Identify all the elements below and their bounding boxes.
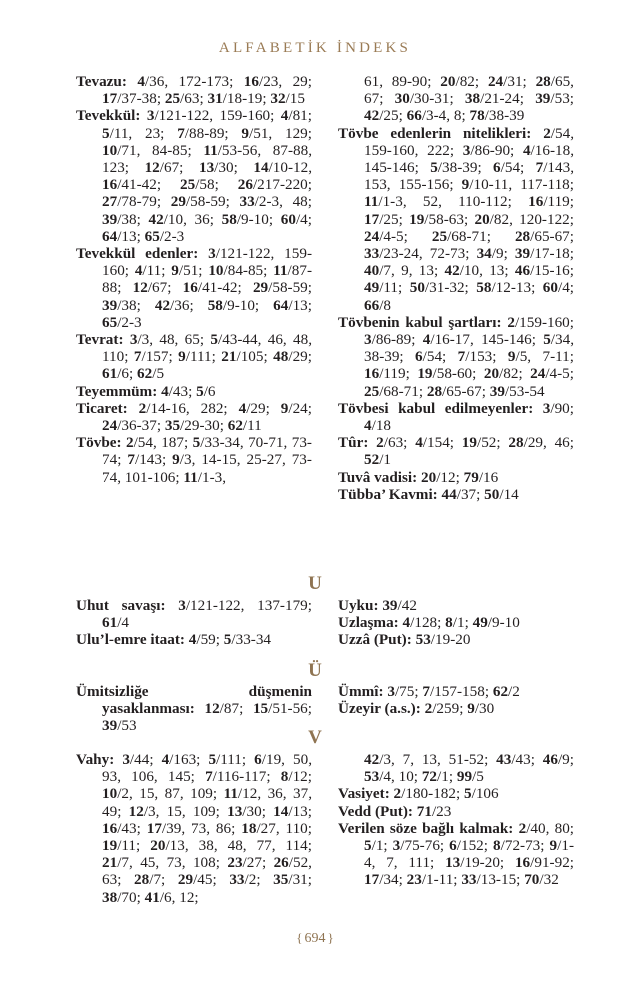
entry-heading: Vedd (Put):: [338, 802, 413, 820]
index-entry: [338, 125, 574, 314]
entry-heading: Ümmî:: [338, 683, 384, 700]
entry-references: 2/63; 4/154; 19/52; 28/29, 46; 52/1: [364, 434, 574, 469]
index-entry: [338, 597, 574, 614]
entry-heading: Tübba’ Kavmi:: [338, 485, 438, 503]
index-entry: [338, 314, 574, 400]
index-entry: [76, 383, 312, 400]
index-entry: [338, 434, 574, 468]
entry-references: 42/3, 7, 13, 51-52; 43/43; 46/9; 53/4, 10; 72/1; 99/5: [364, 751, 574, 786]
right-ornament-icon: }: [327, 930, 334, 945]
running-header: ALFABETİK İNDEKS: [218, 40, 412, 56]
entry-heading: Tevazu:: [76, 73, 127, 90]
entry-heading: Teyemmüm:: [76, 382, 158, 400]
entry-references: 3/121-122, 159-160; 4/11; 9/51; 10/84-85; 11/87-88; 12/67; 16/41-42; 29/58-59; 39/38; 42/36; 58/9-10; 64/13; 65/2-3: [102, 245, 312, 331]
index-entry: [338, 614, 574, 631]
entry-references: 4/36, 172-173; 16/23, 29; 17/37-38; 25/63; 31/18-19; 32/15: [102, 73, 312, 108]
index-entry: [76, 245, 312, 331]
entry-heading: Ulu’l-emre itaat:: [76, 631, 185, 649]
index-entry: [76, 434, 312, 486]
entry-heading: Tevekkül:: [76, 107, 141, 125]
entry-references: 20/12; 79/16: [421, 468, 499, 486]
index-entry: [76, 331, 312, 383]
entry-references: 2/40, 80; 5/1; 3/75-76; 6/152; 8/72-73; 9/1-4, 7, 111; 13/19-20; 16/91-92; 17/34; 23/1-11; 33/13-15; 70/32: [364, 819, 575, 889]
right-column: [338, 597, 574, 649]
left-column: [76, 73, 312, 503]
right-column: [338, 751, 574, 906]
index-entry: [338, 751, 574, 785]
entry-references: 3/44; 4/163; 5/111; 6/19, 50, 93, 106, 145; 7/116-117; 8/12; 10/2, 15, 87, 109; 11/12, 36, 37, 49; 12/3, 15, 109; 13/30; 14/13; 16/43; 17/39, 73, 86; 18/27, 110; 19/11; 20/13, 38, 48, 77, 114; 21/7, 45, 73, 108; 23/27; 26/52, 63; 28/7; 29/45; 33/2; 35/31; 38/70; 41/6, 12;: [102, 751, 312, 906]
index-entry: [76, 73, 312, 107]
index-entry: [76, 107, 312, 245]
entry-heading: Uzzâ (Put):: [338, 631, 412, 649]
entry-heading: Tevrat:: [76, 331, 124, 349]
entry-heading: Tuvâ vadisi:: [338, 468, 418, 486]
entry-references: 3/121-122, 159-160; 4/81; 5/11, 23; 7/88-89; 9/51, 129; 10/71, 84-85; 11/53-56, 87-88, 123; 12/67; 13/30; 14/10-12, 16/41-42; 25/58; 26/217-220; 27/78-79; 29/58-59; 33/2-3, 48; 39/38; 42/10, 36; 58/9-10; 60/4; 64/13; 65/2-3: [102, 107, 313, 245]
section-t: [76, 73, 574, 503]
left-column: [76, 683, 312, 735]
index-entry: [338, 785, 574, 802]
left-ornament-icon: {: [296, 930, 303, 945]
entry-heading: Tövbe edenlerin nitelikleri:: [338, 124, 532, 142]
index-entry: [338, 400, 574, 434]
entry-references: 3/75; 7/157-158; 62/2: [387, 683, 520, 700]
right-column: [338, 683, 574, 735]
section-v: [76, 751, 574, 906]
entry-heading: Tövbenin kabul şartları:: [338, 313, 502, 331]
page-number-value: 694: [304, 931, 326, 946]
right-column: [338, 73, 574, 503]
entry-heading: Tevekkül edenler:: [76, 245, 199, 263]
letter-heading-u-umlaut: Ü: [308, 660, 322, 681]
entry-references: 2/54, 159-160, 222; 3/86-90; 4/16-18, 145-146; 5/38-39; 6/54; 7/143, 153, 155-156; 9/10-11, 117-118; 11/1-3, 52, 110-112; 16/119; 17/25; 19/58-63; 20/82, 120-122; 24/4-5; 25/68-71; 28/65-67; 33/23-24, 72-73; 34/9; 39/17-18; 40/7, 9, 13; 42/10, 13; 46/15-16; 49/11; 50/31-32; 58/12-13; 60/4; 66/8: [364, 124, 575, 314]
section-u: [76, 597, 574, 649]
letter-heading-u: U: [308, 573, 322, 594]
letter-heading-v: V: [308, 727, 322, 748]
entry-references: 2/14-16, 282; 4/29; 9/24; 24/36-37; 35/29-30; 62/11: [102, 399, 312, 435]
index-entry: [338, 73, 574, 125]
entry-heading: Tûr:: [338, 434, 369, 452]
entry-references: 2/159-160; 3/86-89; 4/16-17, 145-146; 5/34, 38-39; 6/54; 7/153; 9/5, 7-11; 16/119; 19/58-60; 20/82; 24/4-5; 25/68-71; 28/65-67; 39/53-54: [364, 313, 574, 400]
entry-heading: Vahy:: [76, 751, 115, 768]
left-column: [76, 597, 312, 649]
index-entry: [338, 820, 574, 889]
index-entry: [338, 486, 574, 503]
entry-heading: Üzeyir (a.s.):: [338, 700, 421, 718]
entry-references: 61, 89-90; 20/82; 24/31; 28/65, 67; 30/30-31; 38/21-24; 39/53; 42/25; 66/3-4, 8; 78/38-39: [364, 73, 575, 125]
entry-heading: Uzlaşma:: [338, 614, 399, 632]
left-column: [76, 751, 312, 906]
index-entry: [338, 803, 574, 820]
entry-references: 2/259; 9/30: [424, 700, 495, 718]
entry-heading: Uhut savaşı:: [76, 597, 166, 614]
entry-heading: Ümitsizliğe düşmenin yasaklanması:: [76, 683, 312, 718]
entry-heading: Ticaret:: [76, 399, 128, 417]
index-entry: [338, 469, 574, 486]
entry-references: 4/59; 5/33-34: [188, 631, 272, 649]
index-entry: [76, 597, 312, 631]
entry-references: 39/42: [382, 597, 417, 614]
entry-references: 53/19-20: [415, 631, 471, 649]
index-entry: [338, 683, 574, 700]
section-u-umlaut: [76, 683, 574, 735]
index-entry: [76, 751, 312, 906]
entry-references: 44/37; 50/14: [441, 485, 519, 503]
entry-references: 3/90; 4/18: [364, 399, 574, 435]
index-entry: [338, 700, 574, 717]
page-number: [0, 930, 630, 947]
entry-references: 2/180-182; 5/106: [393, 785, 499, 803]
entry-references: 3/3, 48, 65; 5/43-44, 46, 48, 110; 7/157; 9/111; 21/105; 48/29; 61/6; 62/5: [102, 331, 313, 383]
entry-references: 71/23: [416, 802, 452, 820]
index-entry: [76, 631, 312, 648]
entry-heading: Tövbesi kabul edilmeyenler:: [338, 399, 534, 417]
entry-heading: Uyku:: [338, 597, 379, 614]
entry-heading: Tövbe:: [76, 434, 122, 452]
entry-references: 4/128; 8/1; 49/9-10: [402, 614, 520, 632]
entry-references: 3/121-122, 137-179; 61/4: [102, 597, 312, 632]
entry-references: 2/54, 187; 5/33-34, 70-71, 73-74; 7/143; 9/3, 14-15, 25-27, 73-74, 101-106; 11/1-3,: [102, 434, 312, 486]
entry-references: 4/43; 5/6: [161, 382, 216, 400]
entry-heading: Verilen söze bağlı kalmak:: [338, 819, 514, 837]
index-entry: [76, 400, 312, 434]
entry-heading: Vasiyet:: [338, 785, 390, 803]
index-entry: [338, 631, 574, 648]
entry-references: 12/87; 15/51-56; 39/53: [102, 700, 312, 735]
index-entry: [76, 683, 312, 735]
